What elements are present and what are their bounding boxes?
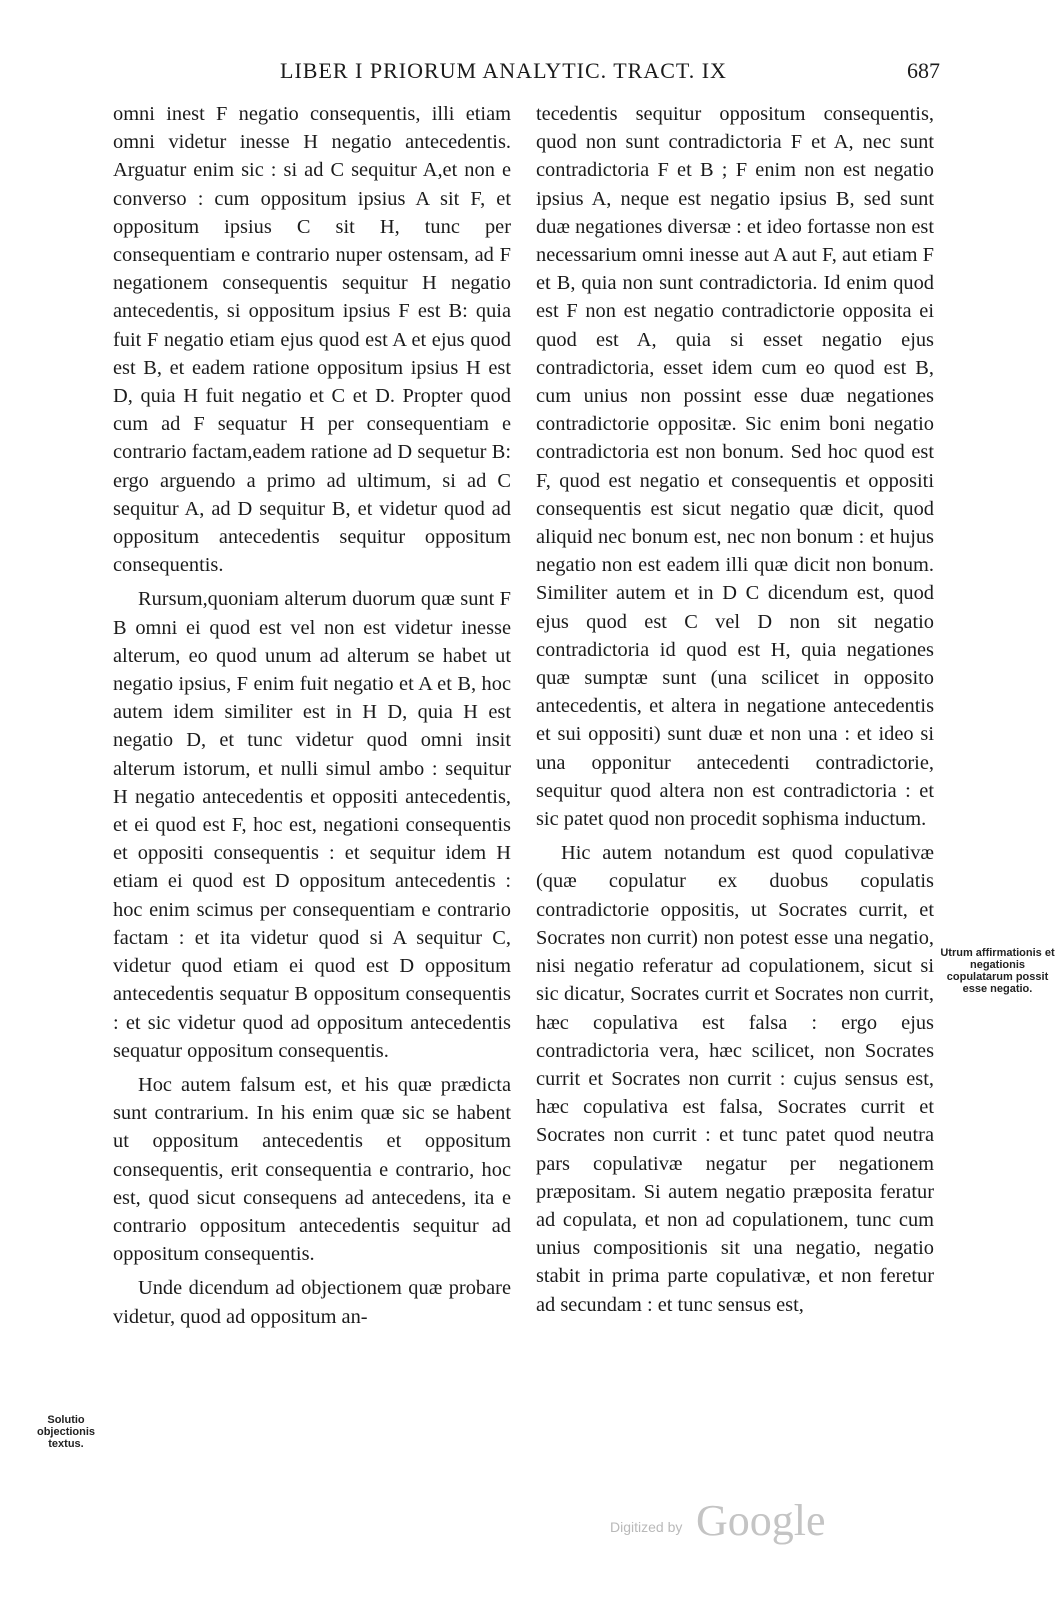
left-column <box>113 100 511 1337</box>
paragraph: Hic autem notandum est quod copulativæ (quæ copulatur ex duobus copulatis contradictorie oppositis, ut Socrates currit, et Socrates non currit) non potest esse una negatio, nisi negatio referatur ad copulationem, sicut si sic dicatur, Socrates currit et Socrates non currit, hæc copulativa est falsa : ergo ejus contradictoria vera, hæc scilicet, non Socrates currit et Socrates non currit : cujus sensus est, hæc copulativa est falsa, Socrates currit et Socrates non currit : et tunc patet quod neutra pars copulativæ negatur per negationem præpositam. Si autem negatio præposita feratur ad copulata, et non ad copulationem, tunc cum unius compositionis sit una negatio, negatio stabit in prima parte copulativæ, et non feretur ad secundam : et tunc sensus est, <box>536 842 934 1316</box>
paragraph: tecedentis sequitur oppositum consequentis, quod non sunt contradictoria F et A, nec sunt contradictoria F et B ; F enim non est negatio ipsius A, neque est negatio ipsius B, sed sunt duæ negationes diversæ : et ideo fortasse non est necessarium omni inesse aut A aut F, aut etiam F et B, quia non sunt contradictoria. Id enim quod est F non est negatio contradictorie opposita ei quod est A, quia si esset negatio ejus contradictoria, esset idem cum eo quod est B, cum unius non possint esse duæ negationes contradictorie oppositæ. Sic enim boni negatio contradictoria est non bonum. Sed hoc quod est F, quod est negatio et consequentis et oppositi consequentis est sicut negatio quæ dicit, quod aliquid nec bonum est, nec non bonum : et hujus negatio non est eadem illi quæ dicit non bonum. Similiter autem et in D C dicendum est, quod ejus quod est C vel D non sit negatio contradictoria id quod est H, quia negationes quæ sumptæ sunt (una scilicet in opposito antecedentis, et altera in negatione antecedentis et sui oppositi) sunt duæ et non una : et ideo si una opponitur antecedenti contradictorie, sequitur quod altera non est contradictoria : et sic patet quod non procedit sophisma inductum. <box>536 103 934 831</box>
page-number: 687 <box>907 58 940 83</box>
paragraph: Unde dicendum ad objectionem quæ probare videtur, quod ad oppositum an- <box>113 1277 511 1328</box>
running-title: LIBER I PRIORUM ANALYTIC. TRACT. IX <box>280 58 727 83</box>
paragraph: omni inest F negatio consequentis, illi etiam omni videtur inesse H negatio antecedentis. Arguatur enim sic : si ad C sequitur A,et non e converso : cum oppositum ipsius A sit F, et oppositum ipsius C sit H, tunc per consequentiam e contrario nuper ostensam, ad F negationem consequentis sequitur H negatio antecedentis, si oppositum ipsius F est B: quia fuit F negatio etiam ejus quod est A et ejus quod est B, et eadem ratione oppositum ipsius H est D, quia H fuit negatio et C et D. Propter quod cum ad F sequatur H per consequentiam e contrario factam,eadem ratione ad D sequetur B: ergo arguendo a primo ad ultimum, si ad C sequitur A, ad D sequitur B, et videtur quod ad oppositum antecedentis sequitur oppositum consequentis. <box>113 103 511 577</box>
margin-note-left: Solutio objectionis textus. <box>36 1414 96 1450</box>
right-column <box>536 100 934 1325</box>
paragraph: Rursum,quoniam alterum duorum quæ sunt F B omni ei quod est vel non est videtur inesse alterum, eo quod unum ad alterum se habet ut negatio ipsius, F enim fuit negatio et A et B, hoc autem idem similiter est in H D, quia H est negatio D, et tunc videtur quod omni insit alterum istorum, et nulli simul ambo : sequitur H negatio antecedentis et oppositi antecedentis, et ei quod est F, hoc est, negationi consequentis et oppositi consequentis : et sequitur idem H etiam ei quod est D oppositum antecedentis : hoc enim scimus per consequentiam e contrario factam : et ita videtur quod si A sequitur C, videtur quod etiam ei quod est D oppositum antecedentis sequatur B oppositum consequentis : et sic videtur quod ad oppositum antecedentis sequatur oppositum consequentis. <box>113 588 511 1062</box>
running-header <box>110 58 940 92</box>
digitized-footer <box>610 1495 850 1545</box>
paragraph: Hoc autem falsum est, et his quæ prædicta sunt contrarium. In his enim quæ sic se habent ut oppositum antecedentis et oppositum consequentis, erit consequentia e contrario, hoc est, quod sicut consequens ad antecedens, ita e contrario oppositum antecedentis sequitur ad oppositum consequentis. <box>113 1073 511 1266</box>
google-logo: Google <box>696 1496 826 1545</box>
digitized-label: Digitized by <box>610 1519 683 1535</box>
margin-note-right: Utrum affirmationis et negationis copulatarum possit esse negatio. <box>940 947 1055 995</box>
